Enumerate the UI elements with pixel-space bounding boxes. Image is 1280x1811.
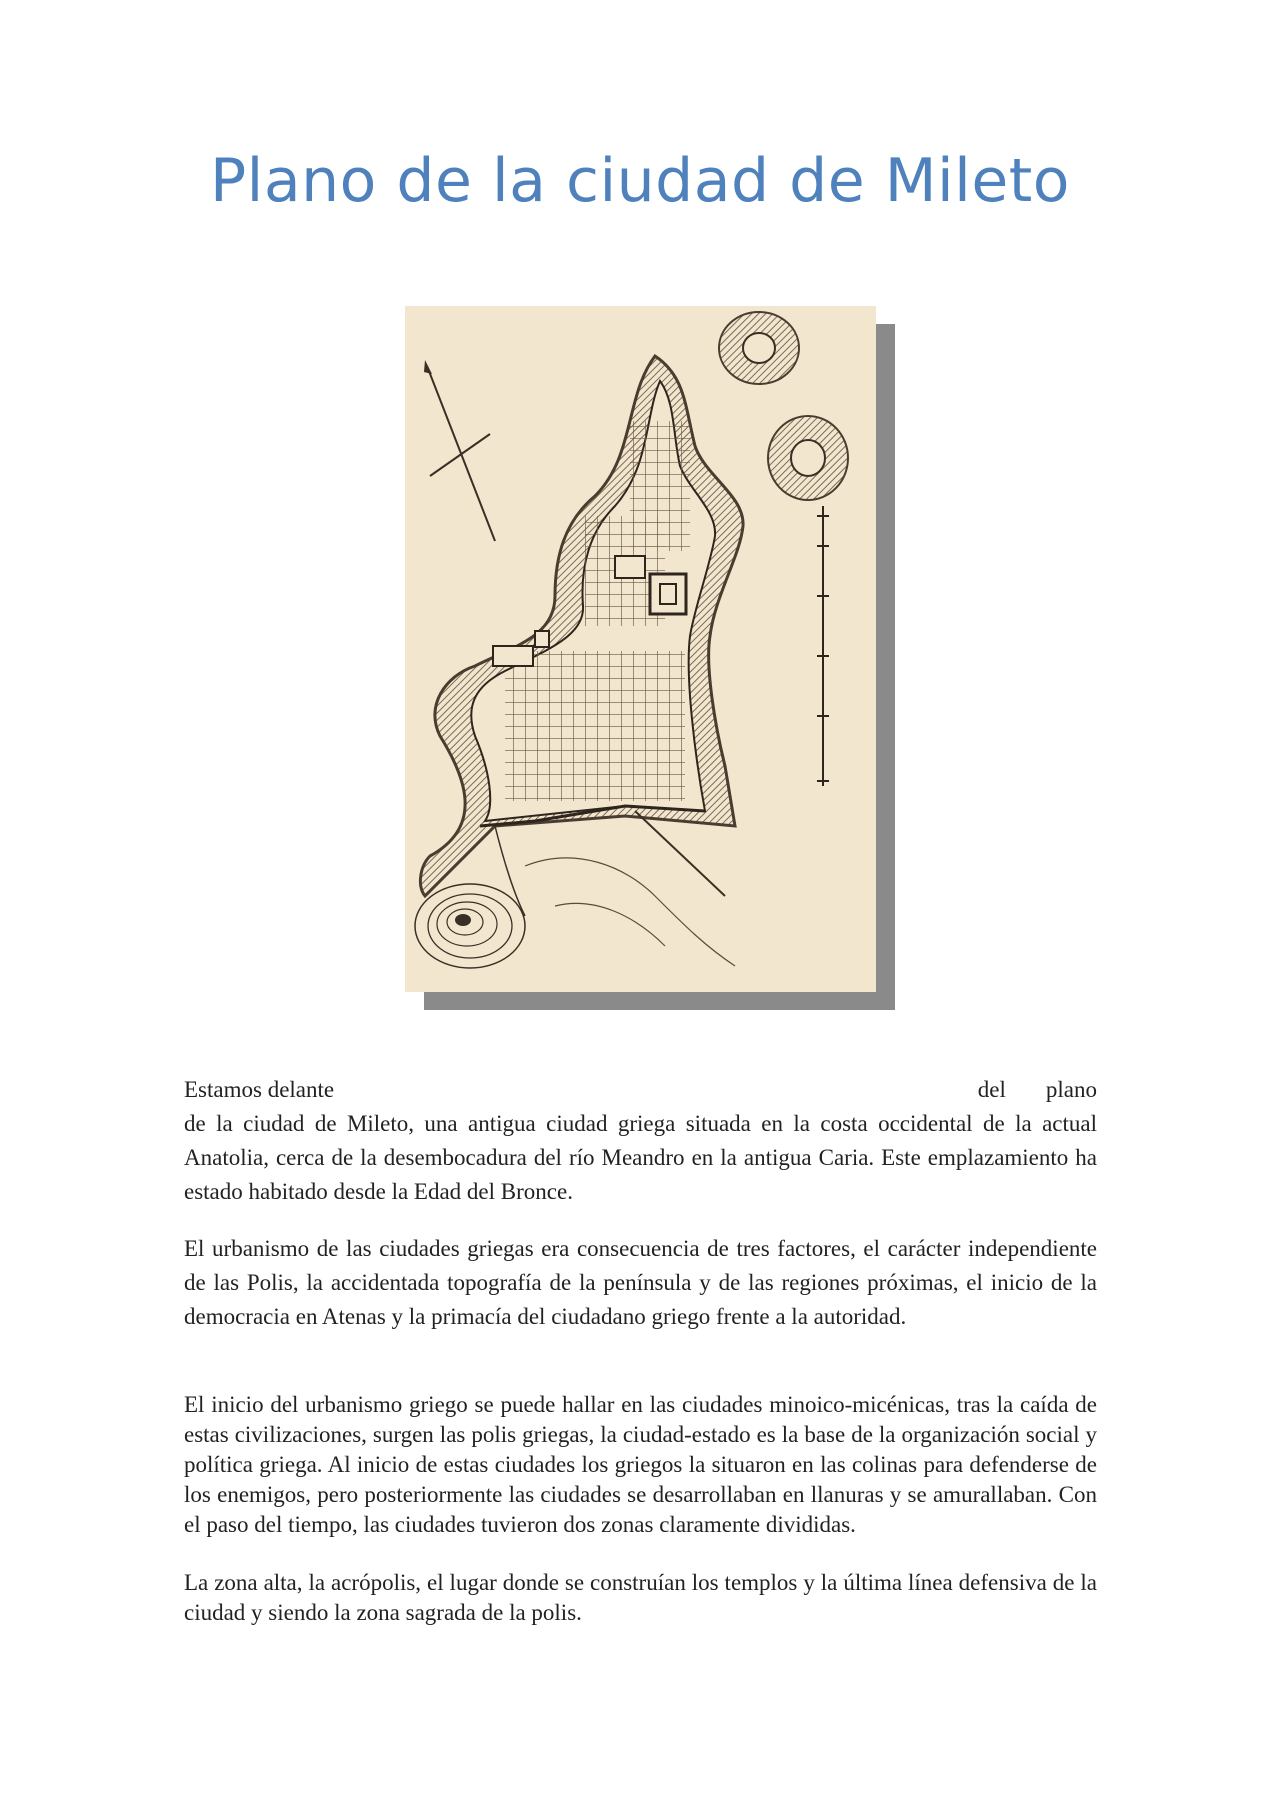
paragraph-1-first-line xyxy=(184,1073,1097,1107)
island-1 xyxy=(719,312,799,384)
paragraph-1-first-right xyxy=(978,1073,1097,1107)
agora-1 xyxy=(650,574,686,614)
agora-3 xyxy=(615,556,645,578)
harbour-building xyxy=(493,646,533,666)
map-figure xyxy=(405,306,895,1010)
island-2 xyxy=(768,416,848,500)
page-title: Plano de la ciudad de Mileto xyxy=(209,146,1071,216)
paragraph-1-word-del: del xyxy=(977,1077,1006,1102)
paragraph-1 xyxy=(184,1073,1097,1209)
paragraph-1-first-left: Estamos delante xyxy=(184,1077,335,1102)
north-arrow-icon xyxy=(424,360,495,541)
street-grid-south xyxy=(505,651,685,801)
city-map-illustration xyxy=(405,306,876,992)
hill-contours xyxy=(415,884,525,968)
paragraph-3: El inicio del urbanismo griego se puede hallar en las ciudades minoico-micénicas, tras la caída de estas civilizaciones, surgen las polis griegas, la ciudad-estado es la base de la organización social y política griega. Al inicio de estas ciudades los griegos la situaron en las colinas para defenderse de los enemigos, pero posteriormente las ciudades se desarrollaban en llanuras y se amurallaban. Con el paso del tiempo, las ciudades tuvieron dos zonas claramente divididas. xyxy=(184,1392,1097,1537)
scale-bar-icon xyxy=(817,506,829,786)
paragraph-1-word-plano: plano xyxy=(1045,1077,1097,1102)
miletus-map-drawing xyxy=(405,306,876,992)
theatre-block xyxy=(535,631,549,647)
river-lines xyxy=(525,858,735,966)
paragraph-2: El urbanismo de las ciudades griegas era consecuencia de tres factores, el carácter independiente de las Polis, la accidentada topografía de la península y de las regiones próximas, el inicio de la democracia en Atenas y la primacía del ciudadano griego frente a la autoridad. xyxy=(184,1236,1097,1329)
paragraph-1-rest: de la ciudad de Mileto, una antigua ciudad griega situada en la costa occidental de la actual Anatolia, cerca de la desembocadura del río Meandro en la antigua Caria. Este emplazamiento ha estado habitado desde la Edad del Bronce. xyxy=(184,1111,1097,1204)
paragraph-4: La zona alta, la acrópolis, el lugar donde se construían los templos y la última línea defensiva de la ciudad y siendo la zona sagrada de la polis. xyxy=(184,1570,1097,1625)
